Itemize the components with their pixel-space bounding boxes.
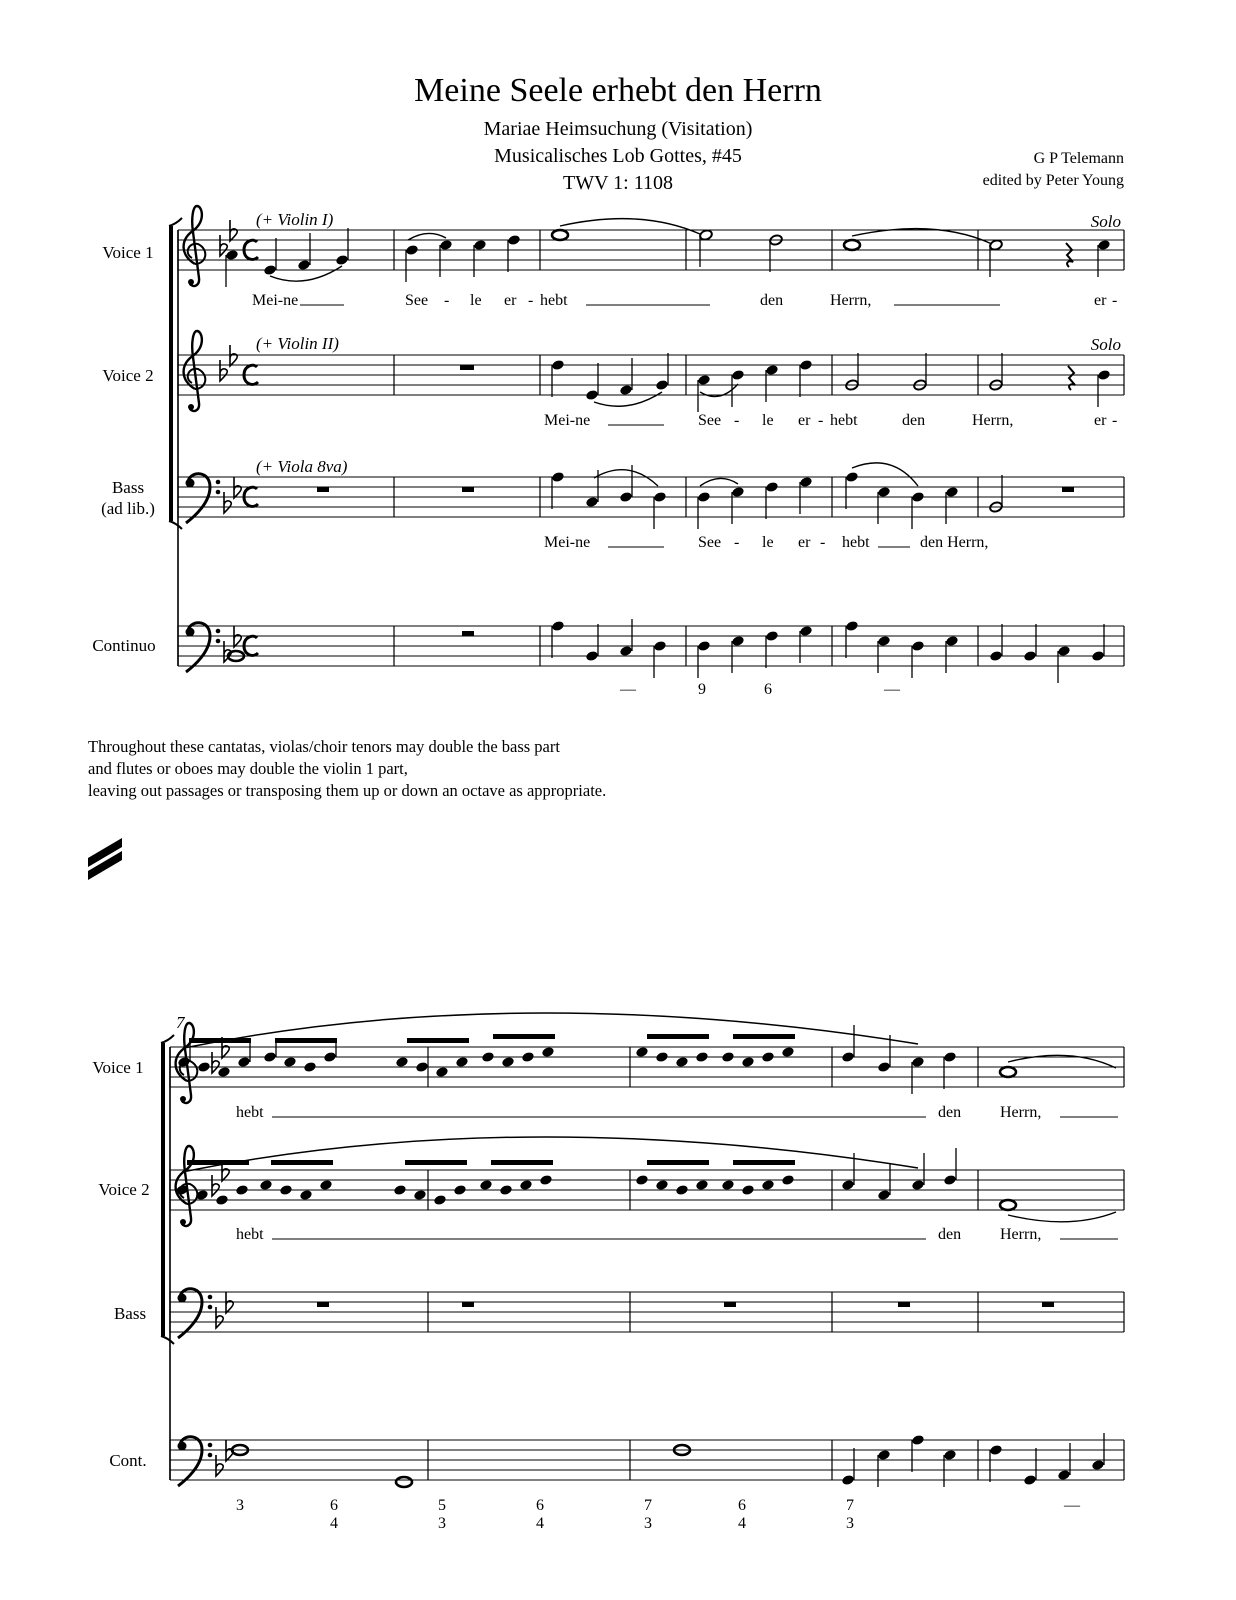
note-line-1: Throughout these cantatas, violas/choir tenors may double the bass part xyxy=(88,737,560,756)
note-line-2: and flutes or oboes may double the violin 1 part, xyxy=(88,759,408,778)
subtitle-collection: Musicalisches Lob Gottes, #45 xyxy=(494,145,742,167)
lyric: hebt xyxy=(842,534,870,551)
lyric: den Herrn, xyxy=(920,534,989,551)
lyric: - xyxy=(444,292,450,309)
note-line-3: leaving out passages or transposing them up or down an octave as appropriate. xyxy=(88,781,607,800)
lyric: er xyxy=(1094,412,1107,429)
label-bass-s2: Bass xyxy=(113,1304,147,1323)
lyric: le xyxy=(470,292,482,309)
system1-voice2-notes xyxy=(460,353,1111,412)
lyric: le xyxy=(762,534,774,551)
figure: — xyxy=(884,681,900,698)
figure: 3 xyxy=(236,1497,244,1514)
label-voice2: Voice 2 xyxy=(102,366,154,385)
lyric: hebt xyxy=(540,292,568,309)
lyric: - xyxy=(528,292,534,309)
figure: 9 xyxy=(698,681,706,698)
system1-bass-notes xyxy=(317,463,1074,529)
figure: 7 xyxy=(846,1497,854,1514)
figure: 5 xyxy=(438,1497,446,1514)
lyric: hebt xyxy=(830,412,858,429)
label-voice1-s2: Voice 1 xyxy=(92,1058,144,1077)
lyric: le xyxy=(762,412,774,429)
lyric: hebt xyxy=(236,1226,264,1243)
label-continuo: Continuo xyxy=(92,636,156,655)
staff-layer xyxy=(161,206,1124,1486)
figure: 4 xyxy=(330,1515,338,1532)
lyric: Herrn, xyxy=(1000,1226,1042,1243)
figure: 4 xyxy=(536,1515,544,1532)
page-title: Meine Seele erhebt den Herrn xyxy=(414,72,822,109)
figure: 6 xyxy=(536,1497,544,1514)
label-cont-s2: Cont. xyxy=(109,1451,147,1470)
system2-voice2-notes xyxy=(175,1137,1116,1222)
system2-voice1-notes xyxy=(177,1013,1116,1094)
lyric: den xyxy=(902,412,926,429)
figure: — xyxy=(620,681,636,698)
lyric: den xyxy=(938,1104,962,1121)
measure-number: 7 xyxy=(176,1013,185,1032)
figure: 6 xyxy=(764,681,772,698)
figure: 6 xyxy=(330,1497,338,1514)
direction-violin2: (+ Violin II) xyxy=(256,334,339,353)
direction-solo-2: Solo xyxy=(1090,335,1121,354)
direction-violin1: (+ Violin I) xyxy=(256,210,334,229)
lyric: den xyxy=(760,292,784,309)
composer: G P Telemann xyxy=(1033,150,1124,167)
subtitle-catalog: TWV 1: 1108 xyxy=(563,172,673,194)
figure: 3 xyxy=(644,1515,652,1532)
figure: 3 xyxy=(846,1515,854,1532)
editor: edited by Peter Young xyxy=(982,172,1124,189)
lyric: - xyxy=(1112,292,1118,309)
lyric: Herrn, xyxy=(972,412,1014,429)
figure: — xyxy=(1064,1497,1080,1514)
label-bass: Bass xyxy=(111,478,145,497)
direction-viola: (+ Viola 8va) xyxy=(256,457,348,476)
lyric: er xyxy=(798,534,811,551)
figure: 4 xyxy=(738,1515,746,1532)
lyric: hebt xyxy=(236,1104,264,1121)
lyric: Herrn, xyxy=(1000,1104,1042,1121)
system1-continuo-notes xyxy=(228,619,1105,683)
label-bass-adlib: (ad lib.) xyxy=(101,499,155,518)
figure: 7 xyxy=(644,1497,652,1514)
lyric: Herrn, xyxy=(830,292,872,309)
lyric: - xyxy=(734,534,740,551)
lyric: - xyxy=(818,412,824,429)
lyric: er xyxy=(798,412,811,429)
lyric: - xyxy=(820,534,826,551)
lyric: Mei-ne xyxy=(544,534,591,551)
lyric: Mei-ne xyxy=(252,292,299,309)
system1-lyrics xyxy=(252,292,1117,551)
figure: 6 xyxy=(738,1497,746,1514)
lyric: er xyxy=(504,292,517,309)
system1-figured-bass xyxy=(619,681,901,698)
lyric: See xyxy=(698,412,722,429)
system2-lyrics xyxy=(236,1104,1118,1243)
system-separator xyxy=(88,838,122,880)
lyric: den xyxy=(938,1226,962,1243)
label-voice1: Voice 1 xyxy=(102,243,154,262)
label-voice2-s2: Voice 2 xyxy=(98,1180,150,1199)
figure: 3 xyxy=(438,1515,446,1532)
subtitle-occasion: Mariae Heimsuchung (Visitation) xyxy=(483,118,753,140)
direction-solo-1: Solo xyxy=(1090,212,1121,231)
lyric: er xyxy=(1094,292,1107,309)
lyric: See xyxy=(405,292,429,309)
lyric: - xyxy=(1112,412,1118,429)
lyric: - xyxy=(734,412,740,429)
lyric: See xyxy=(698,534,722,551)
lyric: Mei-ne xyxy=(544,412,591,429)
system2-figured-bass xyxy=(236,1497,1081,1532)
